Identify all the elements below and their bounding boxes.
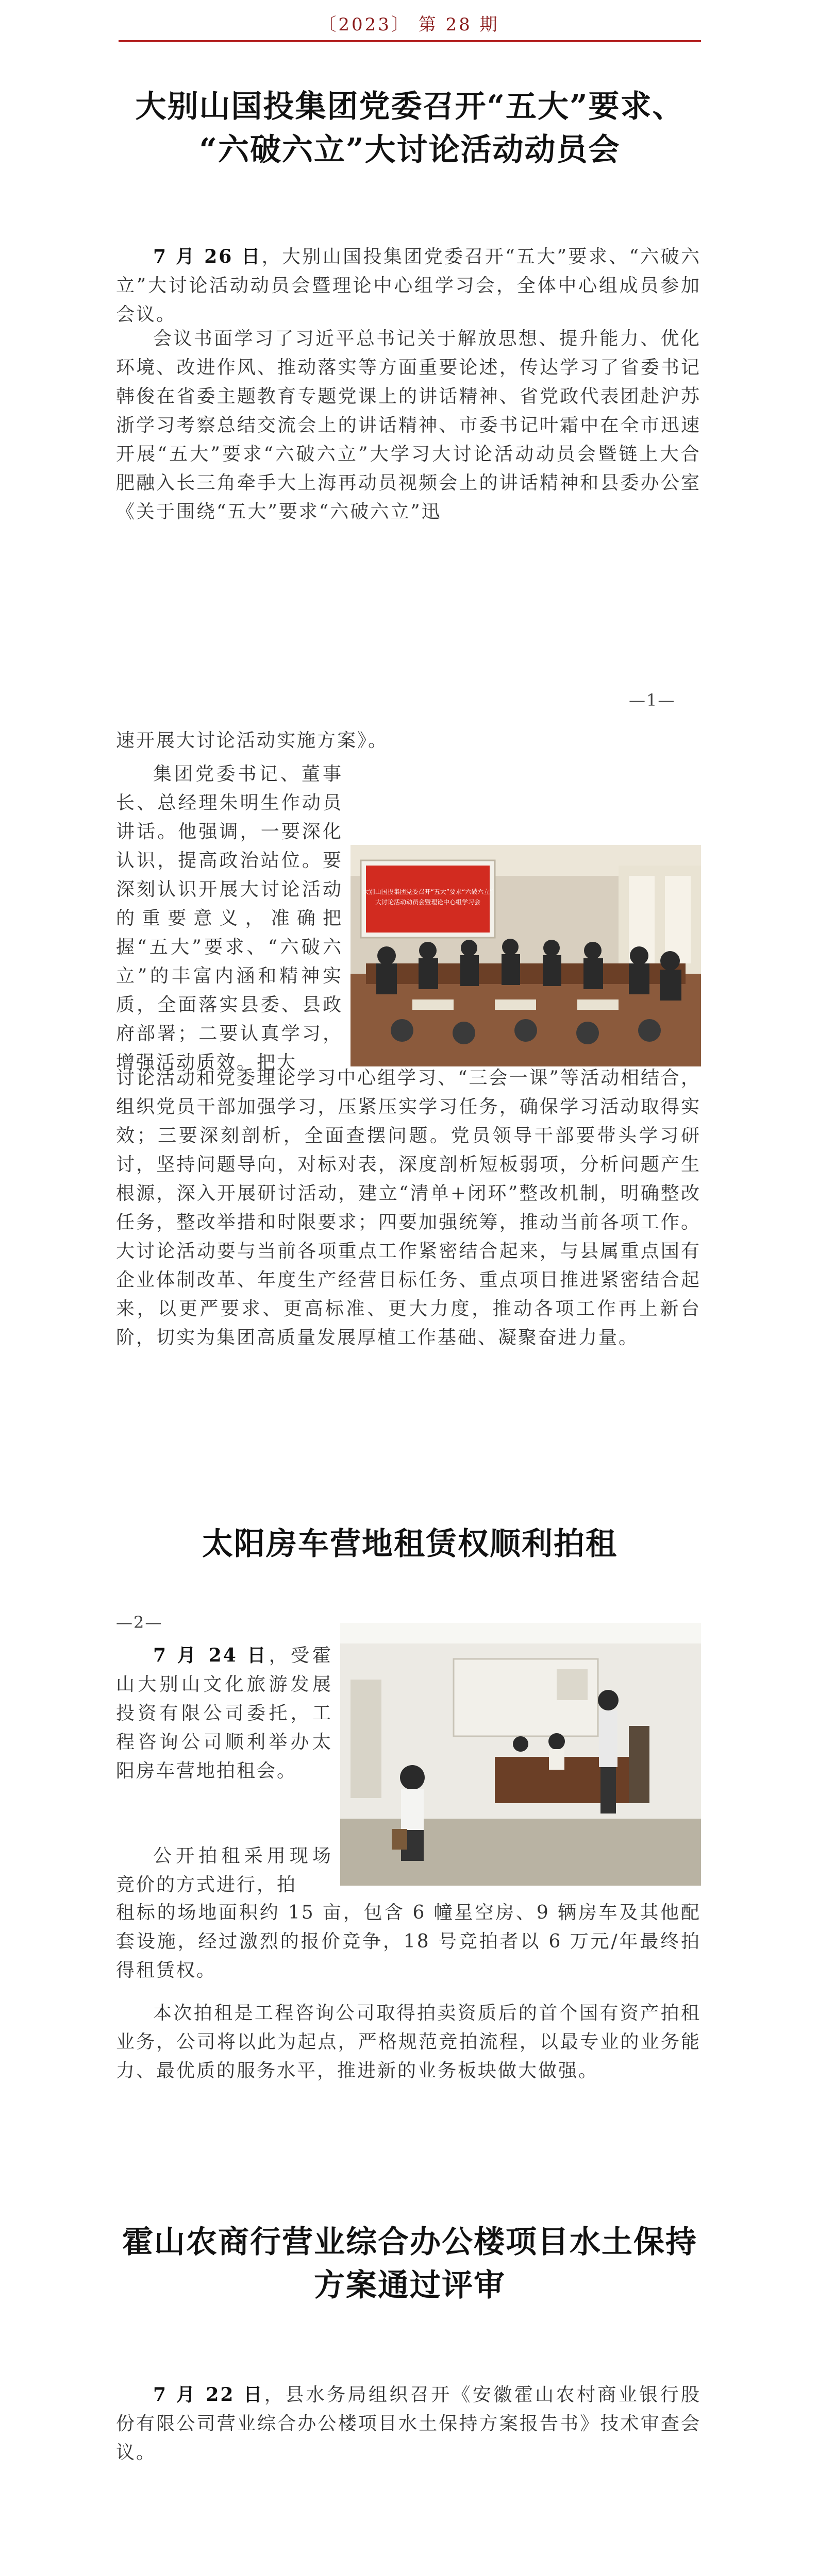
- article1-paragraph-3-wrapped: 集团党委书记、董事长、总经理朱明生作动员讲话。他强调，一要深化认识，提高政治站位。要深刻认识开展大讨论活动的重要意义，准确把握“五大”要求、“六破六立”的丰富内涵和精神实质，全面落实县委、县政府部署；二要认真学习，增强活动质效。把大: [116, 764, 343, 1073]
- article3-date: 7 月 22 日: [153, 2384, 264, 2405]
- article2-title: 太阳房车营地租赁权顺利拍租: [202, 1526, 617, 1562]
- article1-p1-text: ，大别山国投集团党委召开“五大”要求、“六破六立”大讨论活动动员会暨理论中心组学习会，全体中心组成员参加会议。: [116, 246, 701, 325]
- slide-text-2: 大讨论活动动员会暨理论中心组学习会: [375, 899, 481, 906]
- article1-paragraph-1: [116, 242, 701, 329]
- slide-text-1: 大别山国投集团党委召开“五大”要求“六破六立”: [362, 888, 493, 895]
- article3-title: [77, 2221, 742, 2307]
- article3-title-line1: 霍山农商行营业综合办公楼项目水土保持: [122, 2224, 697, 2260]
- article2-paragraph-2-continued: 租标的场地面积约 15 亩，包含 6 幢星空房、9 辆房车及其他配套设施，经过激烈的报价竞争，18 号竞拍者以 6 万元/年最终拍得租赁权。: [116, 1902, 701, 1981]
- article3-title-line2: 方案通过评审: [314, 2267, 506, 2303]
- article2-paragraph-1: [116, 1641, 332, 1786]
- article3-p1-text: ，县水务局组织召开《安徽霍山农村商业银行股份有限公司营业综合办公楼项目水土保持方案报告书》技术审查会议。: [116, 2384, 701, 2463]
- article1-title-line1: 大别山国投集团党委召开“五大”要求、: [135, 89, 685, 125]
- auction-photo: [340, 1623, 701, 1886]
- meeting-photo-illustration: [350, 845, 701, 1066]
- page-number-1: —1—: [629, 690, 676, 710]
- article1-paragraph-3-continued: 讨论活动和党委理论学习中心组学习、“三会一课”等活动相结合，组织党员干部加强学习，压紧压实学习任务，确保学习活动取得实效；三要深刻剖析，全面查摆问题。党员领导干部要带头学习研讨，坚持问题导向，对标对表，深度剖析短板弱项，分析问题产生根源，深入开展研讨活动，建立“清单+闭环”整改机制，明确整改任务，整改举措和时限要求；四要加强统筹，推动当前各项工作。大讨论活动要与当前各项重点工作紧密结合起来，与县属重点国有企业体制改革、年度生产经营目标任务、重点项目推进紧密结合起来，以更严要求、更高标准、更大力度，推动各项工作再上新台阶，切实为集团高质量发展厚植工作基础、凝聚奋进力量。: [116, 1067, 701, 1348]
- article2-paragraph-2-wrapped: 公开拍租采用现场竞价的方式进行，拍: [116, 1845, 332, 1895]
- meeting-photo: [350, 845, 701, 1066]
- article2-p1-text: ，受霍山大别山文化旅游发展投资有限公司委托，工程咨询公司顺利举办太阳房车营地拍租会。: [116, 1645, 332, 1782]
- issue-number: 〔2023〕 第 28 期: [319, 14, 499, 35]
- article1-title: [77, 85, 742, 172]
- article1-title-line2: “六破六立”大讨论活动动员会: [199, 132, 621, 168]
- article3-paragraph-1: [116, 2380, 701, 2467]
- article2-paragraph-3: 本次拍租是工程咨询公司取得拍卖资质后的首个国有资产拍租业务，公司将以此为起点，严格规范竞拍流程，以最专业的业务能力、最优质的服务水平，推进新的业务板块做大做强。: [116, 2003, 701, 2081]
- article1-paragraph-2-continued: 速开展大讨论活动实施方案》。: [116, 730, 389, 751]
- article2-date: 7 月 24 日: [153, 1645, 269, 1666]
- article1-paragraph-2: 会议书面学习了习近平总书记关于解放思想、提升能力、优化环境、改进作风、推动落实等方面重要论述，传达学习了省委书记韩俊在省委主题教育专题党课上的讲话精神、省党政代表团赴沪苏浙学习考察总结交流会上的讲话精神、市委书记叶霜中在全市迅速开展“五大”要求“六破六立”大学习大讨论活动动员会暨链上大合肥融入长三角牵手大上海再动员视频会上的讲话精神和县委办公室《关于围绕“五大”要求“六破六立”迅: [116, 328, 701, 522]
- article1-date: 7 月 26 日: [153, 246, 262, 267]
- page-number-2: —2—: [116, 1613, 163, 1632]
- auction-photo-illustration: [340, 1623, 701, 1886]
- header-divider: [119, 40, 701, 42]
